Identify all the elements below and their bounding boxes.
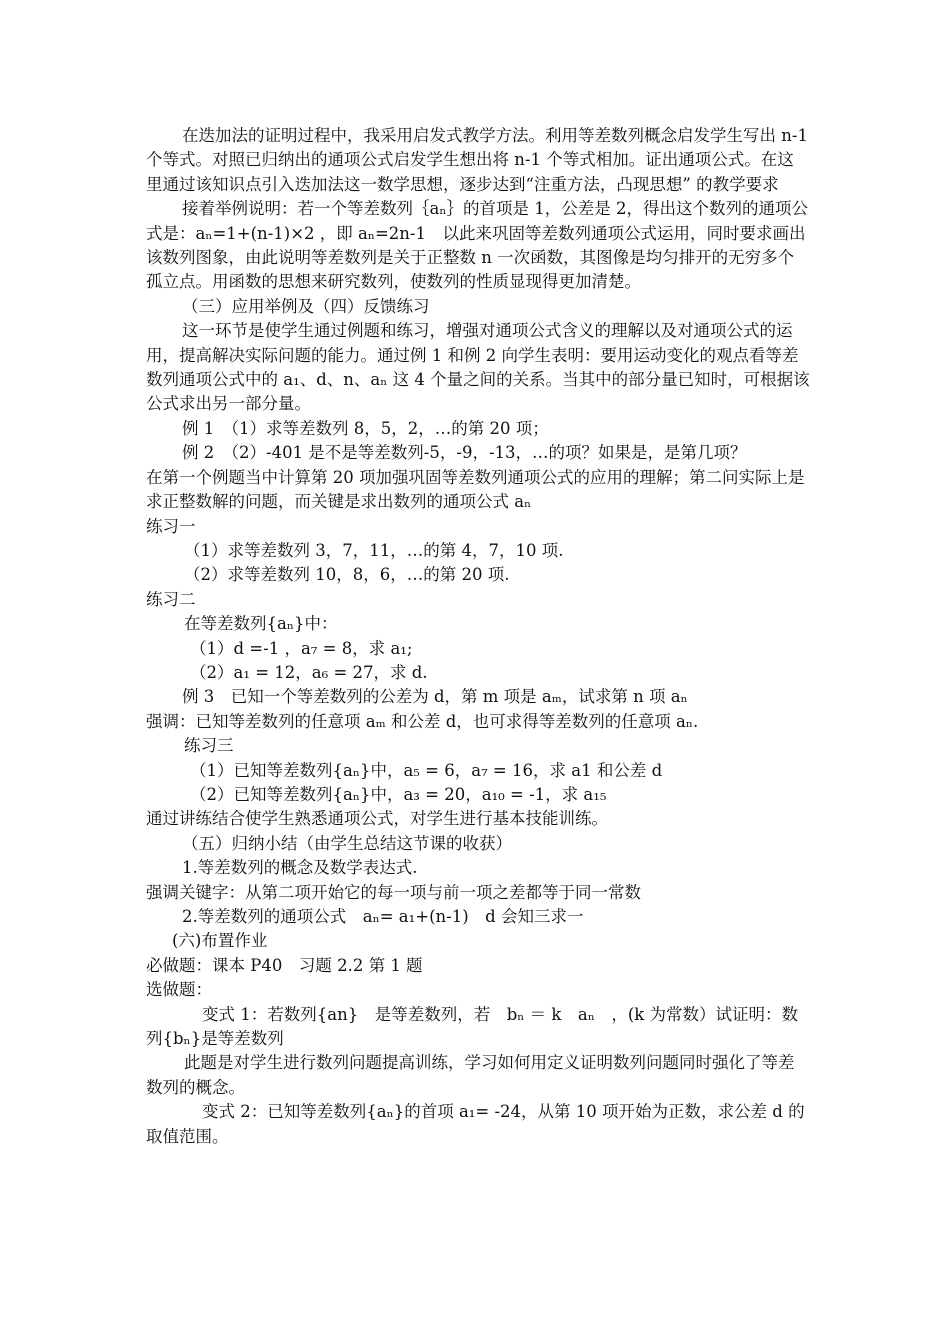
summary-item-1: 1.等差数列的概念及数学表达式. [182,858,418,878]
document-body [146,124,810,1149]
paragraph-example-analysis: 在第一个例题当中计算第 20 项加强巩固等差数列通项公式的应用的理解；第二问实际上是求正整数解的问题，而关键是求出数列的通项公式 aₙ [146,467,805,512]
exercise-1-title: 练习一 [146,516,196,536]
section-heading-3-4: （三）应用举例及（四）反馈练习 [182,296,430,316]
example-2: 例 2 （2）-401 是不是等差数列-5，-9，-13，…的项？如果是，是第几项？ [182,443,747,463]
paragraph-example-explanation: 接着举例说明：若一个等差数列｛aₙ｝的首项是 1，公差是 2，得出这个数列的通项公式是：aₙ=1+(n-1)×2 ，即 aₙ=2n-1 以此来巩固等差数列通项公式运用，同时要求画出该数列图象，由此说明等差数列是关于正整数 n 一次函数，其图像是均匀排开的无穷多个孤立点。用函数的思想来研究数列，使数列的性质显现得更加清楚。 [146,199,808,292]
exercise-2-item-2: （2）a₁ = 12，a₆ = 27，求 d. [190,662,428,682]
exercise-3-title: 练习三 [184,736,234,756]
homework-required: 必做题：课本 P40 习题 2.2 第 1 题 [146,955,423,975]
variant-1-note: 此题是对学生进行数列问题提高训练，学习如何用定义证明数列问题同时强化了等差数列的概念。 [146,1053,795,1097]
exercise-1-item-2: （2）求等差数列 10，8，6，…的第 20 项. [184,565,510,585]
exercise-2-intro: 在等差数列{aₙ}中： [184,614,338,634]
example-1: 例 1 （1）求等差数列 8，5，2，…的第 20 项； [182,418,549,438]
exercise-2-item-1: （1）d =-1 ，a₇ = 8，求 a₁; [190,638,413,658]
paragraph-diejiafa: 在迭加法的证明过程中，我采用启发式教学方法。利用等差数列概念启发学生写出 n-1 个等式。对照已归纳出的通项公式启发学生想出将 n-1 个等式相加。证出通项公式。在这里通过该知识点引入迭加法这一数学思想，逐步达到“注重方法，凸现思想” 的教学要求 [146,126,808,194]
summary-item-2: 2.等差数列的通项公式 aₙ= a₁+(n-1) d 会知三求一 [182,907,584,926]
example-3: 例 3 已知一个等差数列的公差为 d，第 m 项是 aₘ，试求第 n 项 aₙ [182,687,688,707]
section-heading-6: (六)布置作业 [172,931,268,951]
exercise-1-item-1: （1）求等差数列 3，7，11，…的第 4，7，10 项. [184,540,564,560]
variant-2: 变式 2：已知等差数列{aₙ}的首项 a₁= -24，从第 10 项开始为正数，求公差 d 的取值范围。 [146,1102,805,1146]
section-heading-5: （五）归纳小结（由学生总结这节课的收获） [182,833,512,853]
variant-1: 变式 1：若数列{an} 是等差数列，若 bₙ ＝ k aₙ ，(k 为常数）试证明：数列{bₙ}是等差数列 [146,1004,799,1049]
paragraph-application: 这一环节是使学生通过例题和练习，增强对通项公式含义的理解以及对通项公式的运用，提高解决实际问题的能力。通过例 1 和例 2 向学生表明：要用运动变化的观点看等差数列通项公式中的 a₁、d、n、aₙ 这 4 个量之间的关系。当其中的部分量已知时，可根据该公式求出另一部分量。 [146,321,810,414]
keyword-emphasis: 强调关键字：从第二项开始它的每一项与前一项之差都等于同一常数 [146,882,641,902]
paragraph-practice-summary: 通过讲练结合使学生熟悉通项公式，对学生进行基本技能训练。 [146,809,608,829]
exercise-2-title: 练习二 [146,589,196,609]
exercise-3-item-2: （2）已知等差数列{aₙ}中，a₃ = 20，a₁₀ = -1，求 a₁₅ [190,784,607,804]
emphasis-note: 强调：已知等差数列的任意项 aₘ 和公差 d，也可求得等差数列的任意项 aₙ. [146,711,699,731]
exercise-3-item-1: （1）已知等差数列{aₙ}中，a₅ = 6，a₇ = 16，求 a1 和公差 d [190,760,663,780]
homework-optional-title: 选做题： [146,980,212,1000]
